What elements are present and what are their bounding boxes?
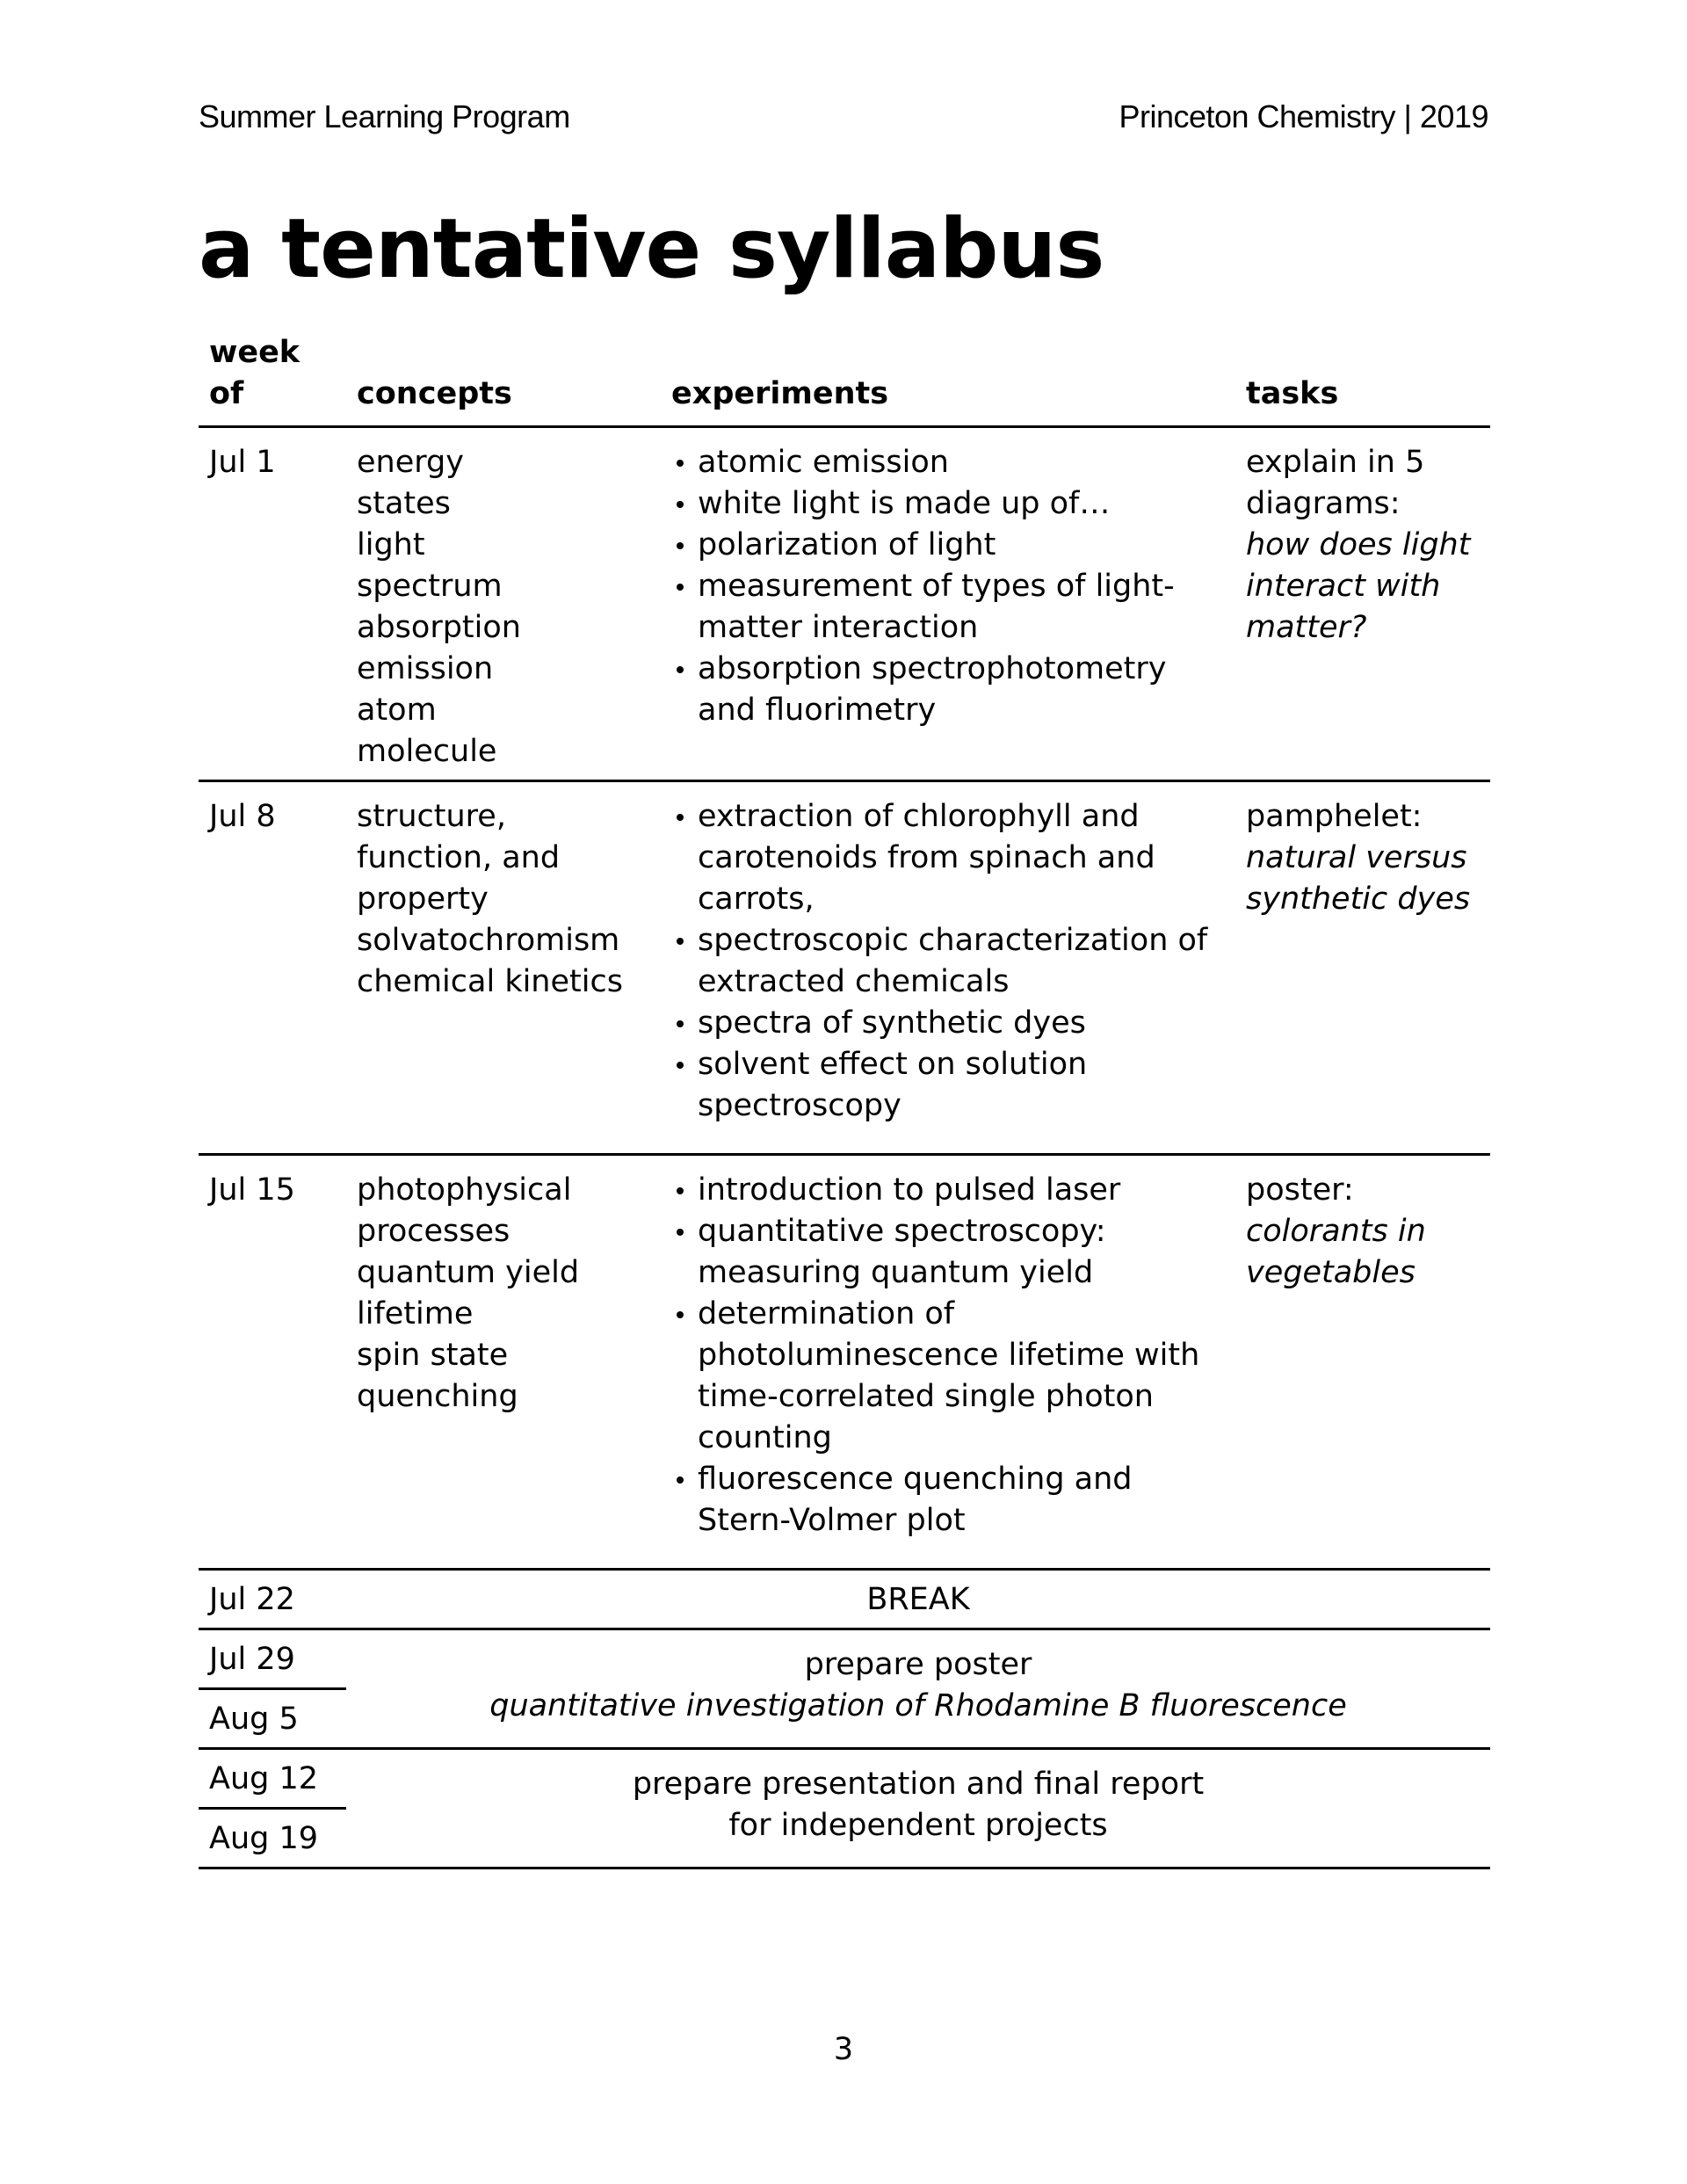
poster-row bbox=[199, 1629, 1490, 1689]
concept-item: quenching bbox=[357, 1379, 518, 1414]
experiments-cell bbox=[661, 1155, 1235, 1570]
task-topic: natural versus synthetic dyes bbox=[1246, 840, 1471, 917]
week-cell: Jul 29 bbox=[199, 1629, 346, 1689]
tasks-cell bbox=[1235, 427, 1490, 781]
concepts-cell bbox=[346, 1155, 661, 1570]
poster-block-cell bbox=[346, 1629, 1490, 1749]
experiment-item: extraction of chlorophyll and carotenoids from spinach and carrots, bbox=[698, 796, 1225, 920]
experiment-item: solvent effect on solution spectroscopy bbox=[698, 1044, 1225, 1127]
concept-item: spectrum bbox=[357, 569, 503, 604]
week-cell: Jul 8 bbox=[199, 781, 346, 1155]
concept-item: absorption bbox=[357, 610, 521, 645]
experiment-item: determination of photoluminescence lifetime with time-correlated single photon counting bbox=[698, 1294, 1225, 1459]
syllabus-table bbox=[199, 323, 1490, 1869]
page-title: a tentative syllabus bbox=[199, 201, 1104, 297]
week-cell: Aug 12 bbox=[199, 1749, 346, 1809]
experiments-cell bbox=[661, 427, 1235, 781]
poster-block-title: prepare poster bbox=[804, 1647, 1032, 1682]
week-cell: Jul 15 bbox=[199, 1155, 346, 1570]
concepts-cell bbox=[346, 781, 661, 1155]
table-header-row bbox=[199, 323, 1490, 427]
table-row bbox=[199, 1155, 1490, 1570]
column-header-tasks: tasks bbox=[1235, 323, 1490, 427]
column-header-experiments: experiments bbox=[661, 323, 1235, 427]
experiment-item: polarization of light bbox=[698, 525, 1225, 566]
week-cell: Aug 19 bbox=[199, 1809, 346, 1868]
experiment-item: atomic emission bbox=[698, 442, 1225, 483]
final-block-cell bbox=[346, 1749, 1490, 1868]
column-header-week: week of bbox=[199, 323, 346, 427]
experiment-item: white light is made up of… bbox=[698, 483, 1225, 525]
concept-item: light bbox=[357, 527, 425, 562]
tasks-cell bbox=[1235, 1155, 1490, 1570]
final-block-subtitle: for independent projects bbox=[728, 1808, 1108, 1843]
week-cell: Jul 22 bbox=[199, 1570, 346, 1629]
page-number: 3 bbox=[833, 2032, 854, 2067]
concept-item: chemical kinetics bbox=[357, 964, 623, 999]
task-label: poster: bbox=[1246, 1172, 1354, 1208]
header-program: Summer Learning Program bbox=[199, 98, 570, 134]
table-row bbox=[199, 781, 1490, 1155]
column-header-concepts: concepts bbox=[346, 323, 661, 427]
experiment-list bbox=[671, 796, 1225, 1127]
concept-item: solvatochromism bbox=[357, 923, 620, 958]
concept-item: lifetime bbox=[357, 1296, 474, 1331]
final-row bbox=[199, 1749, 1490, 1809]
concept-item: quantum yield bbox=[357, 1255, 580, 1290]
experiment-list bbox=[671, 442, 1225, 731]
experiment-item: absorption spectrophotometry and fluorimetry bbox=[698, 649, 1225, 731]
task-label: pamphelet: bbox=[1246, 799, 1423, 834]
concepts-cell bbox=[346, 427, 661, 781]
task-topic: colorants in vegetables bbox=[1246, 1214, 1426, 1290]
experiment-item: introduction to pulsed laser bbox=[698, 1170, 1225, 1211]
task-label: explain in 5 diagrams: bbox=[1246, 445, 1425, 521]
task-topic: how does light interact with matter? bbox=[1246, 527, 1471, 645]
poster-block-subtitle: quantitative investigation of Rhodamine B fluorescence bbox=[489, 1688, 1347, 1723]
experiment-list bbox=[671, 1170, 1225, 1542]
experiment-item: spectroscopic characterization of extracted chemicals bbox=[698, 920, 1225, 1003]
concept-item: energy bbox=[357, 445, 464, 480]
concept-item: emission bbox=[357, 651, 494, 686]
experiments-cell bbox=[661, 781, 1235, 1155]
concept-item: spin state bbox=[357, 1338, 509, 1373]
experiment-item: fluorescence quenching and Stern-Volmer plot bbox=[698, 1459, 1225, 1542]
concept-item: atom bbox=[357, 693, 437, 728]
week-cell: Jul 1 bbox=[199, 427, 346, 781]
concept-item: photophysical processes bbox=[357, 1172, 572, 1249]
experiment-item: spectra of synthetic dyes bbox=[698, 1003, 1225, 1044]
concept-item: molecule bbox=[357, 734, 497, 769]
table-row bbox=[199, 427, 1490, 781]
experiment-item: quantitative spectroscopy: measuring quantum yield bbox=[698, 1211, 1225, 1294]
break-row bbox=[199, 1570, 1490, 1629]
tasks-cell bbox=[1235, 781, 1490, 1155]
final-block-title: prepare presentation and final report bbox=[632, 1767, 1205, 1802]
week-cell: Aug 5 bbox=[199, 1689, 346, 1749]
concept-item: states bbox=[357, 486, 451, 521]
header-institution: Princeton Chemistry | 2019 bbox=[1119, 98, 1488, 134]
concept-item: structure, function, and property bbox=[357, 799, 561, 917]
experiment-item: measurement of types of light-matter interaction bbox=[698, 566, 1225, 649]
break-label: BREAK bbox=[346, 1570, 1490, 1629]
